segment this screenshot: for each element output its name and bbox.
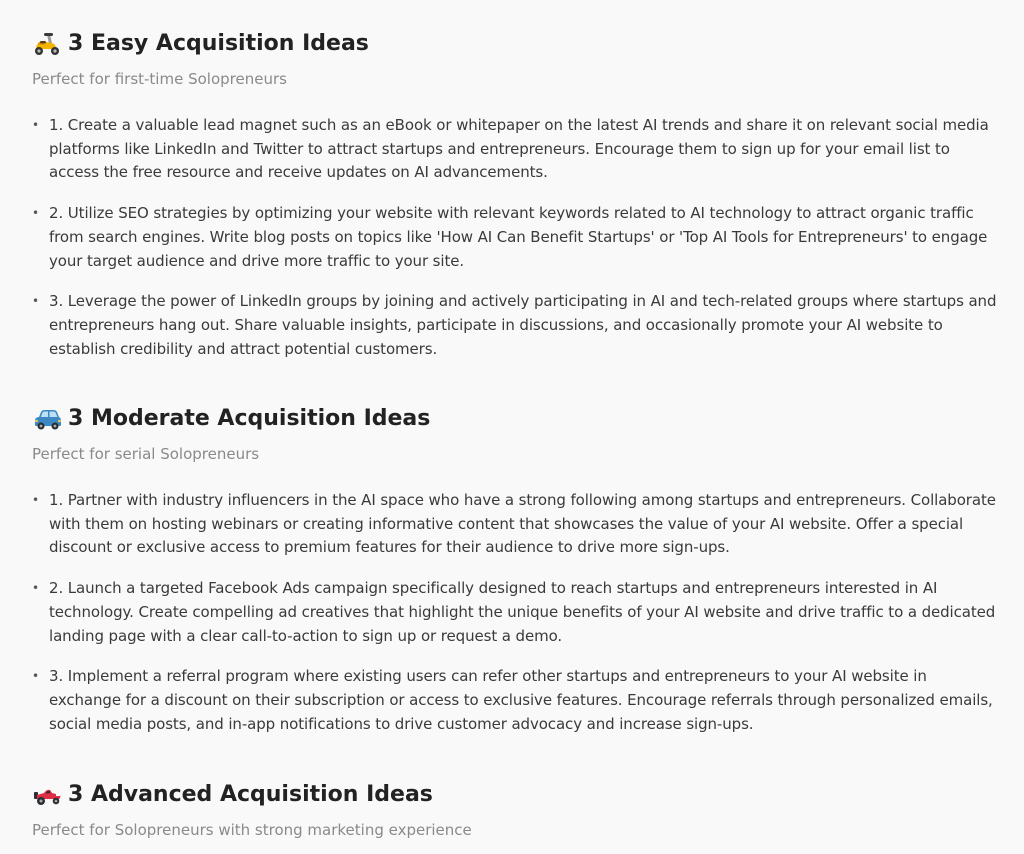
moderate-ideas-section (32, 403, 1002, 753)
idea-text: 3. Implement a referral program where existing users can refer other startups and entrepreneurs to your AI website in exchange for a discount on their subscription or access to exclusive features. Encourage referrals through personalized emails, social media posts, and in-app notifications to drive customer advocacy and increase sign-ups. (49, 667, 993, 733)
section-subtitle: Perfect for serial Solopreneurs (32, 445, 260, 463)
easy-ideas-section (32, 28, 1002, 378)
list-item (32, 665, 1002, 736)
section-title (32, 28, 1002, 60)
list-item (32, 577, 1002, 648)
idea-text: 2. Launch a targeted Facebook Ads campaign specifically designed to reach startups and entrepreneurs interested in AI technology. Create compelling ad creatives that highlight the unique benefits of your AI website and drive traffic to a dedicated landing page with a clear call-to-action to sign up or request a demo. (49, 579, 996, 645)
race-car-icon (32, 782, 62, 808)
bullet: • (32, 206, 39, 221)
section-subtitle: Perfect for first-time Solopreneurs (32, 70, 287, 88)
car-icon (32, 406, 62, 432)
list-item (32, 202, 1002, 273)
section-title-text: 3 Advanced Acquisition Ideas (68, 782, 433, 807)
bullet: • (32, 493, 39, 507)
idea-text: 1. Partner with industry influencers in the AI space who have a strong following among startups and entrepreneurs. Collaborate with them on hosting webinars or creating informative content that showcases the value of your AI website. Offer a special discount or exclusive access to premium features for their audience to drive more sign-ups. (49, 491, 996, 557)
idea-text: 1. Create a valuable lead magnet such as an eBook or whitepaper on the latest AI trends and share it on relevant social media platforms like LinkedIn and Twitter to attract startups and entrepreneurs. Encourage them to sign up for your email list to access the free resource and receive updates on AI advancements. (49, 116, 989, 182)
idea-list (32, 114, 1002, 361)
section-title-text: 3 Easy Acquisition Ideas (68, 31, 369, 56)
idea-list (32, 489, 1002, 736)
list-item (32, 489, 1002, 560)
section-title (32, 403, 1002, 435)
bullet: • (32, 118, 39, 132)
bullet: • (32, 669, 39, 684)
scooter-icon (32, 31, 62, 57)
section-title-text: 3 Moderate Acquisition Ideas (68, 406, 431, 431)
bullet: • (32, 581, 39, 596)
list-item (32, 290, 1002, 361)
list-item (32, 114, 1002, 185)
bullet: • (32, 294, 39, 309)
advanced-ideas-section (32, 779, 1002, 841)
section-title (32, 779, 1002, 811)
idea-text: 2. Utilize SEO strategies by optimizing your website with relevant keywords related to AI technology to attract organic traffic from search engines. Write blog posts on topics like 'How AI Can Benefit Startups' or 'Top AI Tools for Entrepreneurs' to engage your target audience and drive more traffic to your site. (49, 204, 988, 270)
section-subtitle: Perfect for Solopreneurs with strong marketing experience (32, 821, 472, 839)
idea-text: 3. Leverage the power of LinkedIn groups by joining and actively participating in AI and tech-related groups where startups and entrepreneurs hang out. Share valuable insights, participate in discussions, and occasionally promote your AI website to establish credibility and attract potential customers. (49, 292, 997, 358)
